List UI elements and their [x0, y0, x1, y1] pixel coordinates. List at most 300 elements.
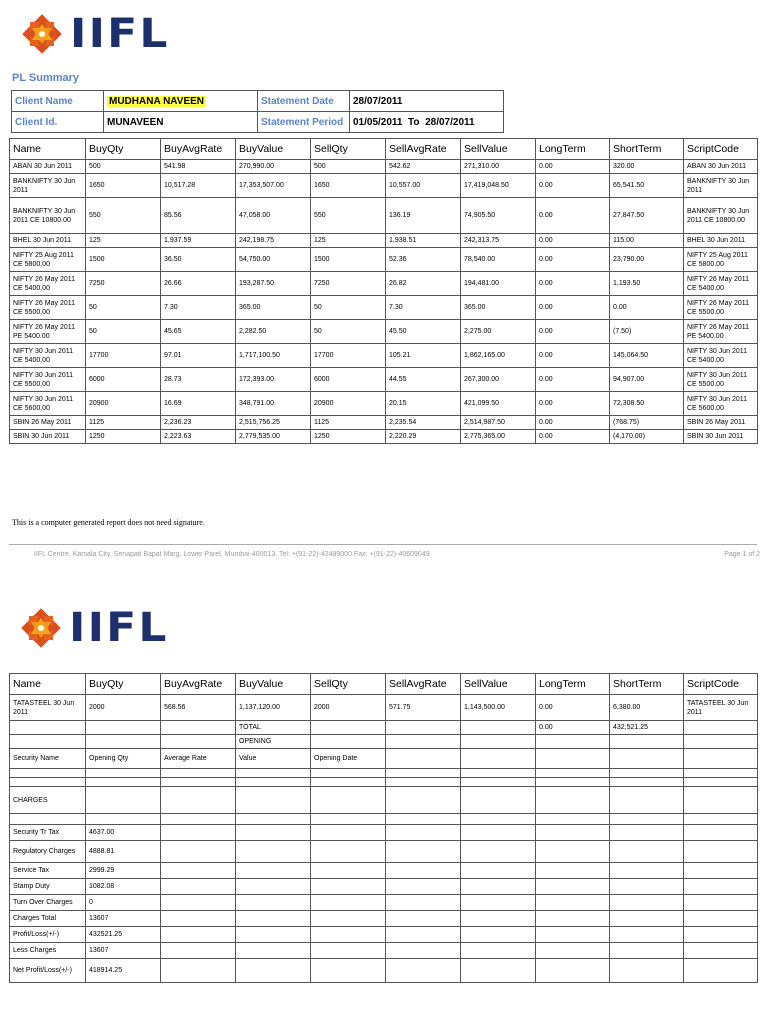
table-cell [161, 927, 236, 943]
table-cell [386, 879, 461, 895]
table-row [10, 959, 758, 983]
table-cell [10, 769, 86, 778]
column-header: Name [10, 674, 86, 695]
table-cell: 1500 [311, 248, 386, 272]
column-header: ShortTerm [610, 674, 684, 695]
table-cell: NIFTY 30 Jun 2011 CE 5600.00 [684, 392, 758, 416]
table-cell: 0.00 [536, 320, 610, 344]
table-cell: 1,143,500.00 [461, 695, 536, 721]
table-cell [161, 895, 236, 911]
table-cell: BANKNIFTY 30 Jun 2011 [684, 174, 758, 198]
table-cell [236, 959, 311, 983]
table-row [10, 320, 758, 344]
table-cell [461, 863, 536, 879]
table-cell [386, 911, 461, 927]
table-cell: 242,198.75 [236, 234, 311, 248]
table-cell: NIFTY 26 May 2011 CE 5400.00 [684, 272, 758, 296]
table-cell [86, 814, 161, 825]
table-cell [386, 749, 461, 769]
table-cell [386, 841, 461, 863]
table-cell [684, 735, 758, 749]
table-cell: NIFTY 30 Jun 2011 CE 5600.00 [10, 392, 86, 416]
table-cell [311, 841, 386, 863]
table-cell [610, 943, 684, 959]
table-cell: 6,380.00 [610, 695, 684, 721]
table-row [10, 416, 758, 430]
table-cell [311, 787, 386, 814]
table-cell: 541.98 [161, 160, 236, 174]
table-cell: 23,790.00 [610, 248, 684, 272]
table-cell [684, 769, 758, 778]
table-cell [86, 778, 161, 787]
table-cell: 267,300.00 [461, 368, 536, 392]
table-cell [684, 814, 758, 825]
table-cell [536, 959, 610, 983]
table-cell: Stamp Duty [10, 879, 86, 895]
table-cell: 97.01 [161, 344, 236, 368]
table-cell: 27,847.50 [610, 198, 684, 234]
table-cell [236, 825, 311, 841]
table-cell: 13607 [86, 911, 161, 927]
table-row [10, 721, 758, 735]
table-cell: 145,064.50 [610, 344, 684, 368]
statement-date-value: 28/07/2011 [350, 91, 504, 112]
table-cell [536, 943, 610, 959]
table-cell [161, 825, 236, 841]
table-cell [684, 959, 758, 983]
iifl-wordmark: IIFL [69, 605, 169, 651]
table-cell: 2,220.29 [386, 430, 461, 444]
table-row [10, 825, 758, 841]
table-cell: BANKNIFTY 30 Jun 2011 CE 10800.00 [10, 198, 86, 234]
table-cell: 0.00 [536, 272, 610, 296]
table-cell [461, 943, 536, 959]
table-cell: 1,862,165.00 [461, 344, 536, 368]
table-row [10, 879, 758, 895]
table-cell [610, 879, 684, 895]
table-cell [311, 943, 386, 959]
table-cell: NIFTY 26 May 2011 CE 5500.00 [10, 296, 86, 320]
table-cell: Charges Total [10, 911, 86, 927]
table-cell: 1125 [311, 416, 386, 430]
table-cell: 4637.00 [86, 825, 161, 841]
statement-period-label: Statement Period [258, 112, 350, 133]
column-header: ScriptCode [684, 139, 758, 160]
table-cell: 74,905.50 [461, 198, 536, 234]
column-header: BuyValue [236, 139, 311, 160]
table-cell: 0.00 [536, 174, 610, 198]
column-header: SellAvgRate [386, 674, 461, 695]
table-cell [311, 879, 386, 895]
table-cell: 136.19 [386, 198, 461, 234]
column-header: BuyValue [236, 674, 311, 695]
table-cell [684, 863, 758, 879]
column-header: LongTerm [536, 139, 610, 160]
iifl-logo [18, 10, 170, 58]
table-cell [684, 895, 758, 911]
table-cell [461, 841, 536, 863]
table-cell [461, 911, 536, 927]
table-cell [311, 927, 386, 943]
table-cell [161, 735, 236, 749]
table-cell: 2000 [311, 695, 386, 721]
column-header: ShortTerm [610, 139, 684, 160]
table-cell: 421,099.50 [461, 392, 536, 416]
table-cell [236, 769, 311, 778]
table-cell [536, 927, 610, 943]
table-cell: 17,353,507.00 [236, 174, 311, 198]
table-cell: 4888.81 [86, 841, 161, 863]
table-row [10, 695, 758, 721]
table-cell [161, 778, 236, 787]
table-cell: 7250 [311, 272, 386, 296]
table-cell [610, 769, 684, 778]
table-cell [610, 825, 684, 841]
table-cell [386, 927, 461, 943]
pl-summary-title: PL Summary [12, 72, 80, 84]
table-cell: 17,419,048.50 [461, 174, 536, 198]
table-cell: Opening Qty [86, 749, 161, 769]
table-cell: 172,393.00 [236, 368, 311, 392]
table-cell [10, 735, 86, 749]
header-row [10, 139, 758, 160]
table-cell: 0 [86, 895, 161, 911]
table-cell: 2999.29 [86, 863, 161, 879]
table-cell: (768.75) [610, 416, 684, 430]
table-cell: 125 [86, 234, 161, 248]
iifl-wordmark: IIFL [70, 11, 170, 57]
table-cell: 0.00 [610, 296, 684, 320]
table-cell: TOTAL [236, 721, 311, 735]
table-cell [161, 769, 236, 778]
column-header: BuyAvgRate [161, 139, 236, 160]
table-cell: 2,514,987.50 [461, 416, 536, 430]
table-row [10, 943, 758, 959]
client-id-value: MUNAVEEN [104, 112, 258, 133]
table-cell: TATASTEEL 30 Jun 2011 [684, 695, 758, 721]
table-cell: Regulatory Charges [10, 841, 86, 863]
table-cell: 28.73 [161, 368, 236, 392]
table-cell [536, 749, 610, 769]
table-cell: SBIN 26 May 2011 [10, 416, 86, 430]
table-cell [386, 787, 461, 814]
table-cell: 1082.08 [86, 879, 161, 895]
table-row [10, 841, 758, 863]
table-cell: 0.00 [536, 695, 610, 721]
table-cell: 270,990.00 [236, 160, 311, 174]
table-cell [610, 959, 684, 983]
table-cell: 500 [86, 160, 161, 174]
table-cell [610, 749, 684, 769]
table-cell: 0.00 [536, 160, 610, 174]
table-cell [684, 927, 758, 943]
table-cell: 0.00 [536, 248, 610, 272]
table-cell [461, 895, 536, 911]
column-header: BuyQty [86, 674, 161, 695]
pl-table-page-1 [9, 138, 758, 444]
table-cell [386, 721, 461, 735]
table-cell: 1,937.59 [161, 234, 236, 248]
table-cell: 0.00 [536, 198, 610, 234]
table-cell: 365.00 [236, 296, 311, 320]
table-row [10, 911, 758, 927]
table-row [10, 895, 758, 911]
table-cell [236, 927, 311, 943]
table-cell: 2,515,756.25 [236, 416, 311, 430]
table-cell [161, 841, 236, 863]
table-cell [536, 769, 610, 778]
table-cell [610, 911, 684, 927]
iifl-emblem-icon [18, 10, 66, 58]
table-cell [386, 735, 461, 749]
table-cell: SBIN 30 Jun 2011 [10, 430, 86, 444]
table-cell [461, 825, 536, 841]
table-row [10, 344, 758, 368]
table-cell [386, 863, 461, 879]
signature-note: This is a computer generated report does not need signature. [12, 518, 205, 527]
table-cell [311, 735, 386, 749]
table-cell: 26.66 [161, 272, 236, 296]
table-cell [386, 895, 461, 911]
table-cell [610, 895, 684, 911]
table-cell [161, 721, 236, 735]
table-cell [610, 927, 684, 943]
table-cell [461, 778, 536, 787]
table-cell [461, 879, 536, 895]
iifl-emblem-icon [17, 604, 65, 652]
table-cell [536, 778, 610, 787]
table-cell [461, 927, 536, 943]
table-cell: NIFTY 30 Jun 2011 CE 5500.00 [684, 368, 758, 392]
column-header: ScriptCode [684, 674, 758, 695]
table-cell [10, 814, 86, 825]
table-cell [236, 863, 311, 879]
table-cell: (4,170.00) [610, 430, 684, 444]
table-cell [684, 787, 758, 814]
column-header: BuyAvgRate [161, 674, 236, 695]
table-row [10, 198, 758, 234]
header-row [10, 674, 758, 695]
table-cell [684, 825, 758, 841]
table-row [10, 787, 758, 814]
table-cell: 10,557.00 [386, 174, 461, 198]
table-cell [461, 959, 536, 983]
table-cell: 50 [86, 320, 161, 344]
table-cell: TATASTEEL 30 Jun 2011 [10, 695, 86, 721]
table-row [10, 863, 758, 879]
table-cell: 65,541.50 [610, 174, 684, 198]
table-row [10, 296, 758, 320]
table-cell: 115.00 [610, 234, 684, 248]
table-cell: 550 [86, 198, 161, 234]
table-cell: 348,791.00 [236, 392, 311, 416]
table-cell: 1,193.50 [610, 272, 684, 296]
table-cell [161, 911, 236, 927]
table-cell: 1,717,100.50 [236, 344, 311, 368]
table-cell: NIFTY 26 May 2011 CE 5400.00 [10, 272, 86, 296]
table-cell [461, 814, 536, 825]
table-row [10, 174, 758, 198]
table-cell: BANKNIFTY 30 Jun 2011 [10, 174, 86, 198]
table-cell: 17700 [311, 344, 386, 368]
table-cell: 0.00 [536, 296, 610, 320]
table-cell: 50 [86, 296, 161, 320]
table-cell [236, 841, 311, 863]
table-cell [684, 778, 758, 787]
table-cell: 0.00 [536, 392, 610, 416]
table-cell: 0.00 [536, 368, 610, 392]
table-cell [161, 814, 236, 825]
table-cell [86, 769, 161, 778]
table-row [10, 430, 758, 444]
table-cell: 0.00 [536, 416, 610, 430]
table-cell [311, 825, 386, 841]
table-cell: 105.21 [386, 344, 461, 368]
table-cell: 542.62 [386, 160, 461, 174]
table-row [10, 814, 758, 825]
table-cell: 20900 [311, 392, 386, 416]
table-cell [236, 778, 311, 787]
table-cell [610, 863, 684, 879]
table-cell: 320.00 [610, 160, 684, 174]
table-cell [461, 721, 536, 735]
table-cell: 45.65 [161, 320, 236, 344]
column-header: Name [10, 139, 86, 160]
table-cell: 20.15 [386, 392, 461, 416]
table-cell: NIFTY 30 Jun 2011 CE 5400.00 [10, 344, 86, 368]
table-row [10, 234, 758, 248]
table-cell: Value [236, 749, 311, 769]
table-cell: 242,313.75 [461, 234, 536, 248]
table-cell [386, 959, 461, 983]
statement-date-label: Statement Date [258, 91, 350, 112]
table-row [10, 392, 758, 416]
table-row [10, 749, 758, 769]
table-cell: 54,750.00 [236, 248, 311, 272]
table-cell: 0.00 [536, 344, 610, 368]
table-cell: 50 [311, 296, 386, 320]
table-cell: CHARGES [10, 787, 86, 814]
table-cell: Opening Date [311, 749, 386, 769]
table-cell: 20900 [86, 392, 161, 416]
column-header: SellAvgRate [386, 139, 461, 160]
table-cell: Security Name [10, 749, 86, 769]
table-cell [236, 787, 311, 814]
table-cell: 17700 [86, 344, 161, 368]
table-cell: (7.50) [610, 320, 684, 344]
table-cell: 7250 [86, 272, 161, 296]
table-cell: 432,521.25 [610, 721, 684, 735]
table-cell [536, 825, 610, 841]
table-cell: Less Charges [10, 943, 86, 959]
table-cell [386, 769, 461, 778]
table-cell [311, 911, 386, 927]
table-cell [161, 879, 236, 895]
table-row [10, 927, 758, 943]
table-cell: 6000 [86, 368, 161, 392]
table-cell [161, 943, 236, 959]
table-cell: 94,907.00 [610, 368, 684, 392]
table-cell [610, 841, 684, 863]
table-row [10, 368, 758, 392]
table-cell: 2,236.23 [161, 416, 236, 430]
footer-divider [9, 544, 757, 545]
table-row [10, 272, 758, 296]
table-cell: Net Profit/Loss(+/-) [10, 959, 86, 983]
table-cell: 194,481.00 [461, 272, 536, 296]
footer-address: IIFL Centre, Kamala City, Senapati Bapat Marg, Lower Parel, Mumbai-400013. Tel: +(91-22)-42499000 Fax: +(91-22)-40609049. [34, 551, 432, 558]
table-cell: 2,275.00 [461, 320, 536, 344]
table-cell: 432521.25 [86, 927, 161, 943]
table-cell [684, 749, 758, 769]
table-cell [236, 895, 311, 911]
table-cell: 1,938.51 [386, 234, 461, 248]
table-cell: 550 [311, 198, 386, 234]
table-cell [236, 911, 311, 927]
table-cell: 193,287.50 [236, 272, 311, 296]
table-cell [161, 959, 236, 983]
table-cell: NIFTY 26 May 2011 CE 5500.00 [684, 296, 758, 320]
table-cell: 10,517.28 [161, 174, 236, 198]
table-cell: 2000 [86, 695, 161, 721]
table-cell: 47,058.00 [236, 198, 311, 234]
client-name-highlight: MUDHANA NAVEEN [109, 95, 204, 107]
table-cell [536, 879, 610, 895]
table-cell: 418914.25 [86, 959, 161, 983]
table-cell [684, 911, 758, 927]
table-cell: 365.00 [461, 296, 536, 320]
table-cell: NIFTY 30 Jun 2011 CE 5500.00 [10, 368, 86, 392]
table-cell [684, 721, 758, 735]
table-cell: NIFTY 25 Aug 2011 CE 5800.00 [10, 248, 86, 272]
table-cell [461, 749, 536, 769]
table-cell [386, 825, 461, 841]
table-cell [536, 895, 610, 911]
table-cell: ABAN 30 Jun 2011 [10, 160, 86, 174]
table-cell: 72,308.50 [610, 392, 684, 416]
table-cell [536, 863, 610, 879]
table-cell [236, 879, 311, 895]
table-cell: 1250 [86, 430, 161, 444]
table-cell [610, 787, 684, 814]
client-id-label: Client Id. [12, 112, 104, 133]
table-cell: NIFTY 26 May 2011 PE 5400.00 [684, 320, 758, 344]
table-cell: 1250 [311, 430, 386, 444]
table-cell: 0.00 [536, 721, 610, 735]
client-name-value [104, 91, 258, 112]
table-cell: 1500 [86, 248, 161, 272]
table-cell [536, 735, 610, 749]
table-cell: 2,779,535.00 [236, 430, 311, 444]
table-cell: 52.36 [386, 248, 461, 272]
table-cell: 2,223.63 [161, 430, 236, 444]
table-cell [10, 778, 86, 787]
table-cell [684, 841, 758, 863]
table-cell: BHEL 30 Jun 2011 [684, 234, 758, 248]
table-cell: Turn Over Charges [10, 895, 86, 911]
page-number: Page 1 of 2 [724, 551, 760, 558]
table-cell: Security Tr Tax [10, 825, 86, 841]
table-cell: 1650 [86, 174, 161, 198]
table-cell: 2,775,365.00 [461, 430, 536, 444]
table-cell: 1125 [86, 416, 161, 430]
table-row [10, 160, 758, 174]
table-cell: 45.50 [386, 320, 461, 344]
table-row [10, 735, 758, 749]
column-header: BuyQty [86, 139, 161, 160]
table-cell [461, 769, 536, 778]
table-cell: 1,137,120.00 [236, 695, 311, 721]
